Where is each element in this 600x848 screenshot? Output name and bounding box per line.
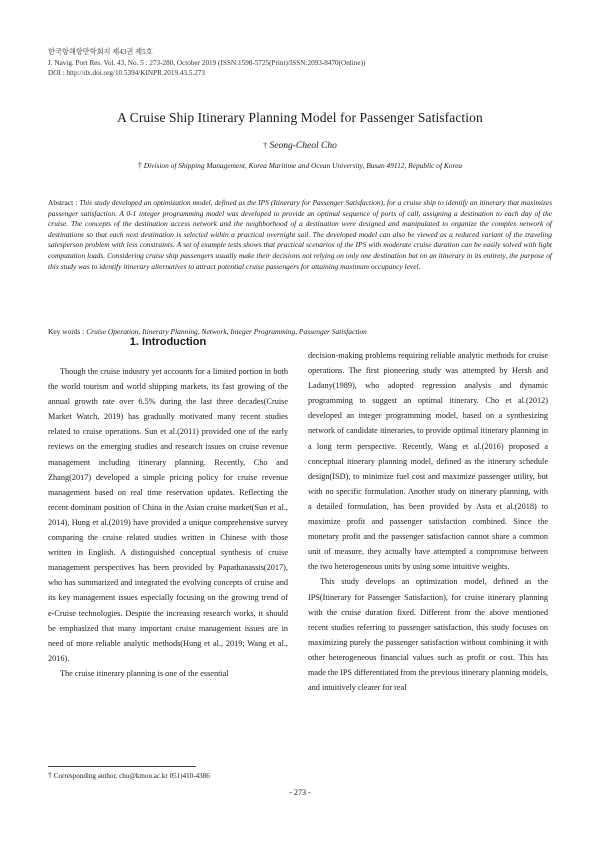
footnote-text: Corresponding author, cho@kmou.ac.kr 051)410-4386 <box>53 772 210 780</box>
keywords <box>48 327 552 336</box>
journal-header <box>48 47 365 79</box>
keywords-text: Cruise Operation, Itinerary Planning, Network, Integer Programming, Passenger Satisfaction <box>86 327 367 336</box>
paragraph: The cruise itinerary planning is one of the essential <box>60 668 229 678</box>
abstract <box>48 198 552 272</box>
footnote-divider <box>48 766 196 767</box>
paper-title: A Cruise Ship Itinerary Planning Model for Passenger Satisfaction <box>117 110 483 125</box>
author-dagger-mark: † <box>263 141 268 150</box>
page-number: - 273 - <box>289 788 311 797</box>
author-line <box>0 141 600 151</box>
abstract-text: This study developed an optimization model, defined as the IPS (Itinerary for Passenger Satisfaction), for a cruise ship to identify an itinerary that maximizes passenger satisfaction. A 0-1 integer programming model was developed to provide an optimal sequence of ports of call, assigning a destination to each day of the cruise. The concepts of the destination access network and the neighborhood of a destination were designed and manipulated to organize the complex network of destinations so that each next destination is selected within a practical overnight sail. The developed model can also be viewed as a reduced variant of the traveling salesperson problem with less constraints. A set of example tests shows that practical scenarios of the IPS with moderate cruise duration can be easily solved with light computation loads. Considering cruise ship passengers usually make their decisions not relying on only one destination but on an itinerary in its entirety, the purpose of this study was to identify itinerary alternatives to attract potential cruise passengers for attaining maximum occupancy level. <box>48 198 552 271</box>
affiliation-text: Division of Shipping Management, Korea Maritime and Ocean University, Busan 49112, Republic of Korea <box>143 161 463 170</box>
journal-citation: J. Navig. Port Res. Vol. 43, No. 5 : 273-280, October 2019 (ISSN:1598-5725(Print)/ISSN:2093-8470(Online)) <box>48 58 366 67</box>
journal-korean-title: 한국항해항만학회지 제43권 제5호 <box>48 48 153 56</box>
doi-link[interactable]: DOI : http://dx.doi.org/10.5394/KINPR.2019.43.5.273 <box>48 69 205 77</box>
footnote-dagger-mark: † <box>48 771 52 780</box>
body-column-left <box>48 364 288 681</box>
footnote <box>48 771 210 780</box>
paragraph: decision-making problems requiring reliable analytic methods for cruise operations. The first pioneering study was attempted by Hersh and Ladany(1989), who adopted regression analysis and dynamic programming to suggest an optimal itinerary. Cho et al.(2012) developed an integer programming model, based on a synthesizing network of candidate itineraries, to provide optimal itinerary planning in a long term perspective. Recently, Wang et al.(2016) proposed a conceptual itinerary planning model, defined as the itinerary schedule design(ISD), to minimize fuel cost and maximize passenger utility, but with no specific formulation. Another study on itinerary planning, with a detailed formulation, has been provided by Asta et al.(2018) to maximize profit and passenger satisfaction combined. Since the monetary profit and the passenger satisfaction cannot share a common unit of measure, they actually have attempted a compromise between the two heterogeneous units by using some intuitive weights. <box>308 351 548 572</box>
body-column-right <box>308 348 548 695</box>
abstract-label: Abstract : <box>48 198 80 207</box>
paragraph: This study develops an optimization model, defined as the IPS(Itinerary for Passenger Satisfaction), for cruise itinerary planning with the cruise duration fixed. Different from the above mentioned recent studies referring to passenger satisfaction, this study focuses on maximizing purely the passenger satisfaction without combining it with other heterogeneous financial values such as profit or cost. This has made the IPS differentiated from the previous itinerary planning models, and intuitively clearer for real <box>308 577 548 693</box>
paragraph: Though the cruise industry yet accounts for a limited portion in both the world tourism and world shipping markets, its fast growing of the annual growth rate over 6.5% during the last three decades(Cruise Market Watch, 2019) has gradually motivated many recent studies related to cruise operations. Sun et al.(2011) provided one of the early reviews on the emerging studies and research issues on cruise revenue management including itinerary planning. Recently, Cho and Zhang(2017) developed a simple pricing policy for cruise revenue management based on real time reservation updates. Reflecting the recent dominant position of China in the Asian cruise market(Sun et al., 2014), Hung et al.(2019) have provided a unique comprehensive survey comparing the cruise related studies written in Chinese with those written in English. A distinguished conceptual synthesis of cruise management perspectives has been provided by Papathanassis(2017), who has summarized and integrated the evolving concepts of cruise and its key management issues especially focusing on the growing trend of e-Cruise technologies. Despite the increasing research works, it should be emphasized that many important cruise management issues are in need of more reliable analytic methods(Hung et al., 2019; Wang et al., 2016). <box>48 367 288 663</box>
section-heading: 1. Introduction <box>129 336 207 348</box>
affiliation-line <box>0 161 600 170</box>
affiliation-dagger-mark: † <box>137 161 142 170</box>
keywords-label: Key words : <box>48 327 87 336</box>
author-name: Seong-Cheol Cho <box>269 141 337 151</box>
